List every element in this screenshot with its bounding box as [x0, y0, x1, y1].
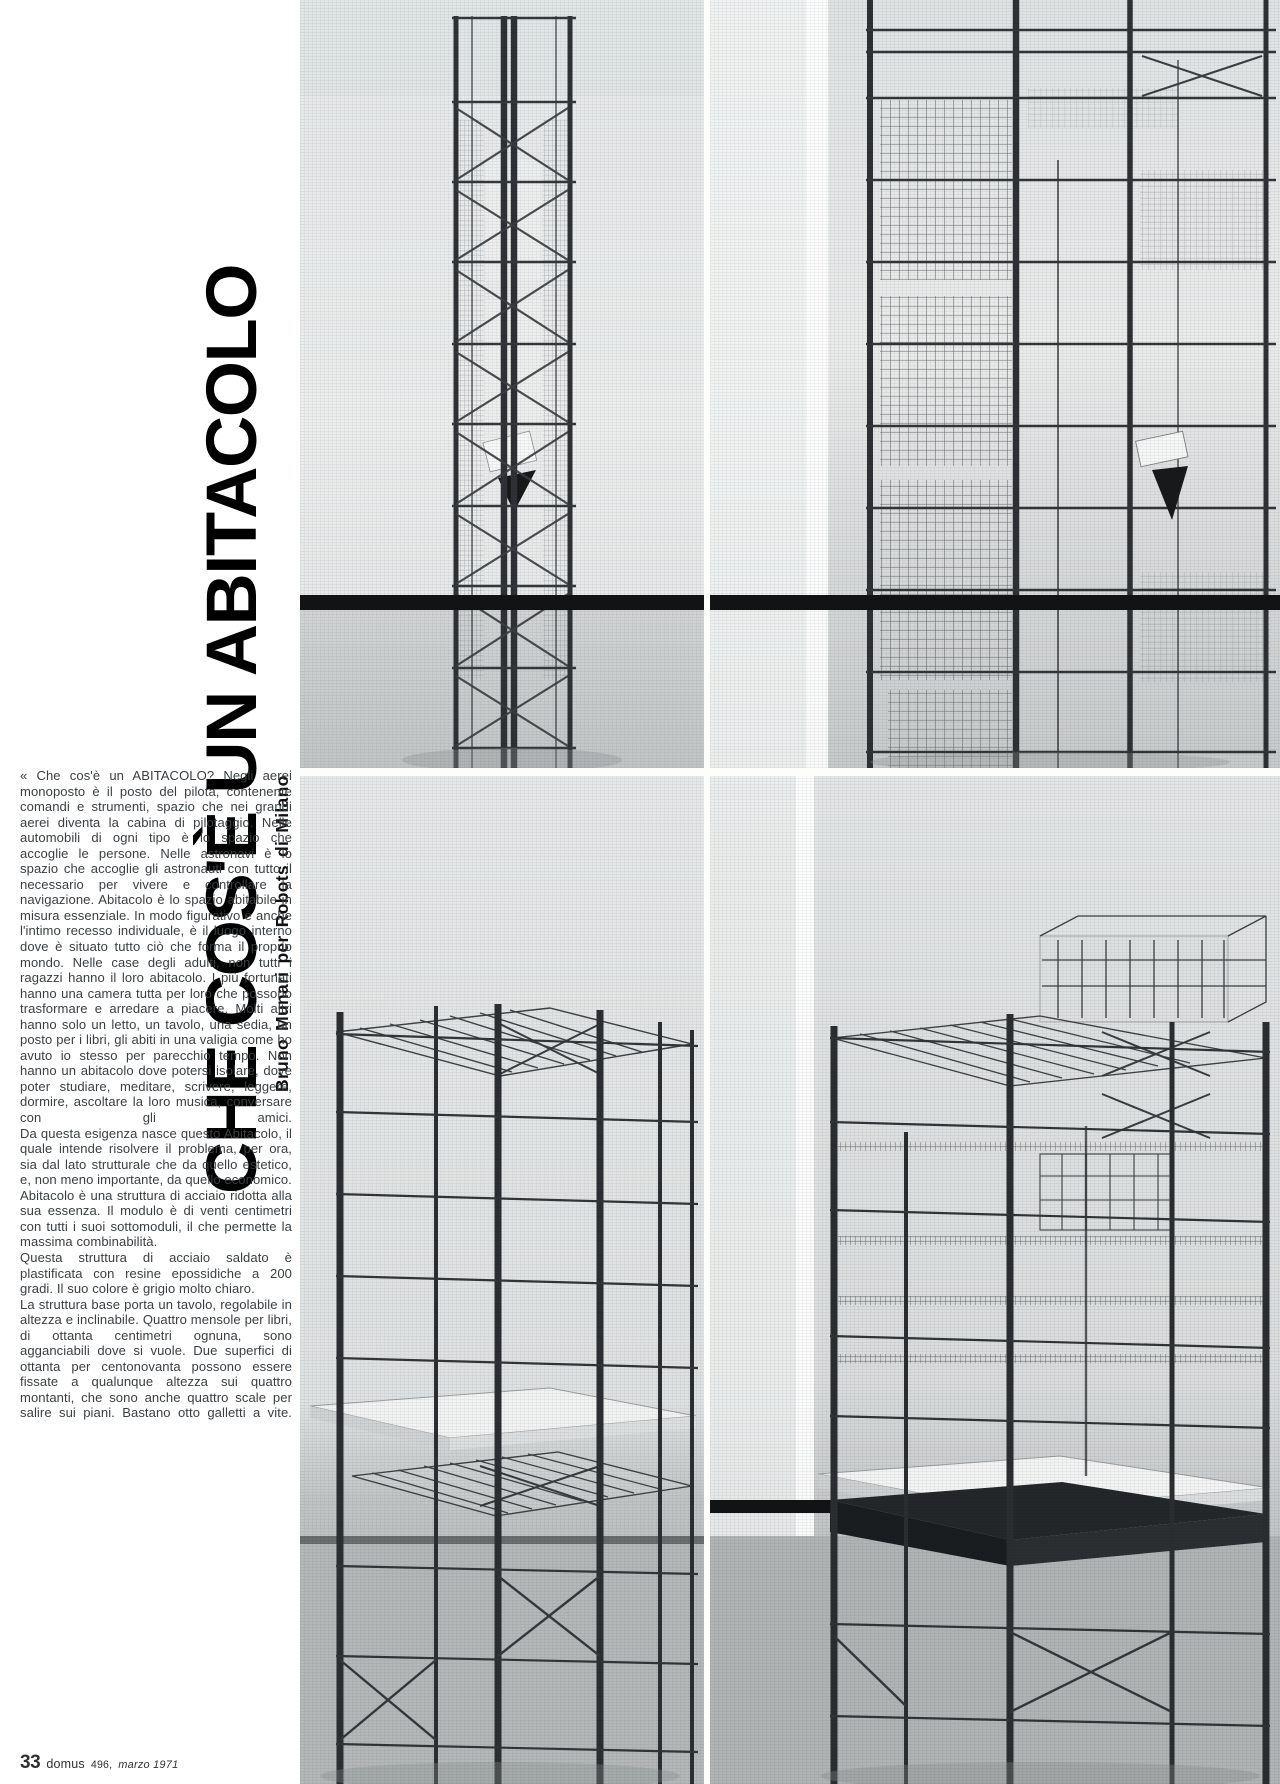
photo-bottom-left [300, 776, 704, 1784]
magazine-name: domus [46, 1757, 85, 1771]
article-paragraph: Da questa esigenza nasce questo Abitacolo, il quale intende risolvere il problema, per ora, sia dal lato strutturale che da quello estetico, e, non meno importante, da quello economico. [20, 1125, 292, 1188]
article-body [20, 768, 292, 1421]
article-paragraph: Questa struttura di acciaio saldato è plastificata con resine epossidiche a 200 gradi. Il suo colore è grigio molto chiaro. [20, 1249, 292, 1297]
page-title: CHE COS'È UN ABITACOLO [193, 264, 273, 1194]
photo-bottom-right [710, 776, 1280, 1784]
article-paragraph: La struttura base porta un tavolo, regolabile in altezza e inclinabile. Quattro mensole per libri, di ottanta centimetri ognuna, sono agganciabili dove si vuole. Due superfici di ottanta per centonovanta possono essere fissate a qualunque altezza sui quattro montanti, che sono anche quattro scale per salire sui piani. Bastano otto galletti a vite. [20, 1296, 292, 1421]
magazine-issue: 496, [90, 1759, 113, 1771]
photo-top-left [300, 0, 704, 768]
page-number: 33 [20, 1752, 41, 1773]
page-subtitle: Bruno Munari per Robots di Milano [272, 775, 292, 1092]
publication-date: marzo 1971 [118, 1759, 179, 1771]
article-paragraph: Abitacolo è una struttura di acciaio ridotta alla sua essenza. Il modulo è di venti centimetri con tutti i suoi sottomoduli, il che permette la massima combinabilità. [20, 1187, 292, 1250]
article-paragraph: « Che cos'è un ABITACOLO? Negli aerei monoposto è il posto del pilota, contenente comandi e strumenti, spazio che nei grandi aerei diventa la cabina di pilotaggio. Nelle automobili di ogni tipo è lo spazio che accoglie le persone. Nelle astronavi è lo spazio che accoglie gli astronauti con tutto il necessario per vivere e controllare la navigazione. Abitacolo è lo spazio abitabile in misura essenziale. In modo figurativo è anche l'intimo recesso individuale, è il luogo interno dove è situato tutto ciò che forma il proprio mondo. Nelle case degli adulti, non tutti i ragazzi hanno il loro abitacolo. I più fortunati hanno una camera tutta per loro che possono trasformare e arredare a piacere. Molti altri hanno solo un letto, un tavolo, una sedia, un posto per i libri, gli abiti in una valigia come ho avuto io stesso per parecchio tempo. Non hanno un abitacolo dove potersi isolare, dove poter studiare, meditare, scrivere, leggere, dormire, ascoltare la loro musica, conversare con gli amici. [20, 768, 292, 1126]
left-text-column [0, 0, 296, 1784]
photo-top-right [710, 0, 1280, 768]
page-footer [20, 1752, 178, 1774]
photo-grid [296, 0, 1280, 1784]
